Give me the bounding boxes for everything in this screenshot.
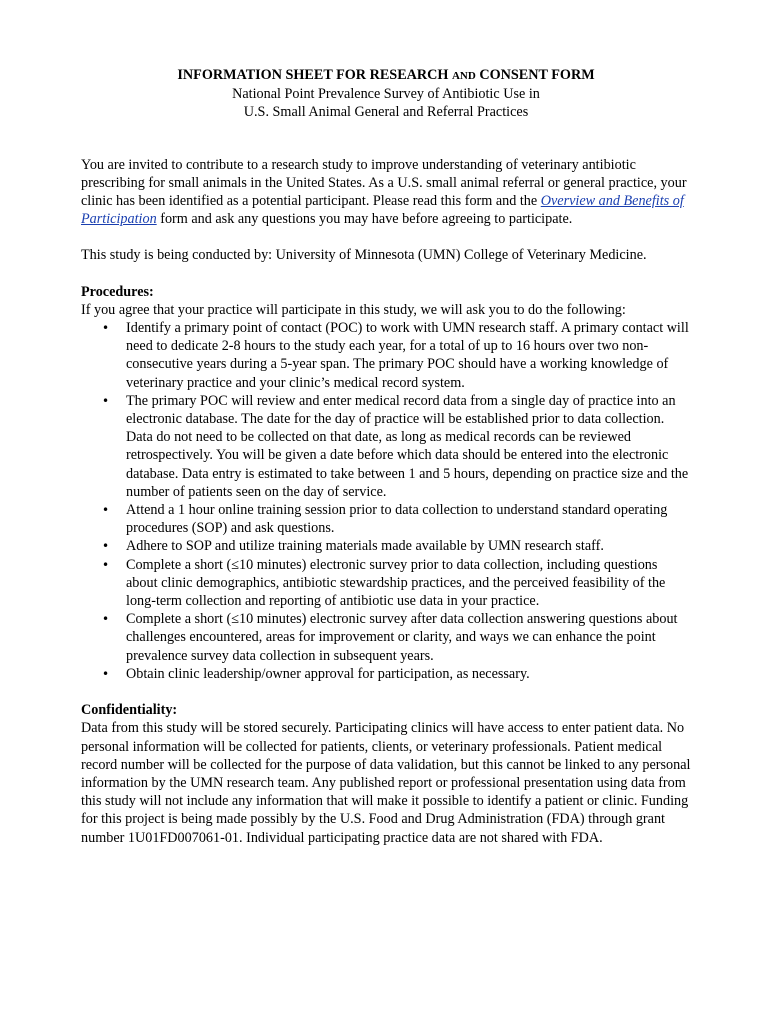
list-item xyxy=(81,319,691,392)
list-item xyxy=(81,556,691,611)
confidentiality-paragraph: Data from this study will be stored securely. Participating clinics will have access to enter patient data. No personal information will be collected for patients, clients, or veterinary professionals. Patient medical record number will be collected for the purpose of data validation, but this cannot be linked to any personal information by the UMN research team. Any published report or professional presentation using data from this study will not include any information that will make it possible to identify a patient or clinic. Funding for this project is being made possibly by the U.S. Food and Drug Administration (FDA) through grant number 1U01FD007061-01. Individual participating practice data are not shared with FDA. xyxy=(81,720,691,846)
list-item xyxy=(81,392,691,501)
subtitle-line-1: National Point Prevalence Survey of Antibiotic Use in xyxy=(232,86,540,103)
title-and: AND xyxy=(451,70,476,82)
bullet-icon: • xyxy=(102,503,110,518)
bullet-icon: • xyxy=(102,393,110,408)
list-item-text: Attend a 1 hour online training session prior to data collection to understand standard operating procedures (SOP) and ask questions. xyxy=(126,502,668,537)
list-item xyxy=(81,665,691,683)
list-item xyxy=(81,610,691,665)
list-item xyxy=(81,501,691,537)
list-item-text: Identify a primary point of contact (POC) to work with UMN research staff. A primary contact will need to dedicate 2-8 hours to the study each year, for a total of up to 16 hours over two non-consecutive years during a 5-year span. The primary POC should have a working knowledge of veterinary practice and your clinic’s medical record system. xyxy=(126,320,689,391)
procedures-heading: Procedures: xyxy=(81,283,154,300)
document-page xyxy=(81,66,691,847)
list-item-text: Obtain clinic leadership/owner approval for participation, as necessary. xyxy=(126,665,530,682)
intro-text-before-link: You are invited to contribute to a research study to improve understanding of veterinary antibiotic prescribing for small animals in the United States. As a U.S. small animal referral or general practice, your clinic has been identified as a potential participant. Please read this form and the xyxy=(81,156,687,210)
title-part-1: INFORMATION SHEET FOR RESEARCH xyxy=(177,67,449,83)
bullet-icon: • xyxy=(102,666,110,681)
bullet-icon: • xyxy=(102,612,110,627)
intro-text-after-link: form and ask any questions you may have before agreeing to participate. xyxy=(156,211,573,228)
bullet-icon: • xyxy=(102,557,110,572)
confidentiality-heading: Confidentiality: xyxy=(81,702,178,719)
overview-benefits-link[interactable]: Overview and Benefits of Participation xyxy=(81,193,684,228)
intro-paragraph xyxy=(81,156,691,229)
list-item-text: Adhere to SOP and utilize training materials made available by UMN research staff. xyxy=(126,538,604,555)
title-part-2: CONSENT FORM xyxy=(479,67,595,83)
document-title xyxy=(81,66,691,85)
list-item xyxy=(81,537,691,555)
title-block xyxy=(81,66,691,122)
list-item-text: The primary POC will review and enter medical record data from a single day of practice into an electronic database. The date for the day of practice will be established prior to data collection. Data do not need to be collected on that date, as long as medical records can be reviewed retrospectively. You will be given a date before which data should be entered into the electronic database. Data entry is estimated to take between 1 and 5 hours, depending on practice size and the number of patients seen on the day of service. xyxy=(126,392,689,500)
procedures-list xyxy=(81,319,691,683)
conducted-by-paragraph: This study is being conducted by: University of Minnesota (UMN) College of Veterinary Medicine. xyxy=(81,247,647,264)
list-item-text: Complete a short (≤10 minutes) electronic survey after data collection answering questions about challenges encountered, areas for improvement or clarity, and ways we can enhance the point prevalence survey data collection in subsequent years. xyxy=(126,611,678,664)
procedures-lead: If you agree that your practice will participate in this study, we will ask you to do the following: xyxy=(81,301,626,318)
bullet-icon: • xyxy=(102,539,110,554)
bullet-icon: • xyxy=(102,321,110,336)
subtitle-line-2: U.S. Small Animal General and Referral Practices xyxy=(243,104,529,121)
list-item-text: Complete a short (≤10 minutes) electronic survey prior to data collection, including questions about clinic demographics, antibiotic stewardship practices, and the perceived feasibility of the long-term collection and reporting of antibiotic use data in your practice. xyxy=(126,556,666,610)
